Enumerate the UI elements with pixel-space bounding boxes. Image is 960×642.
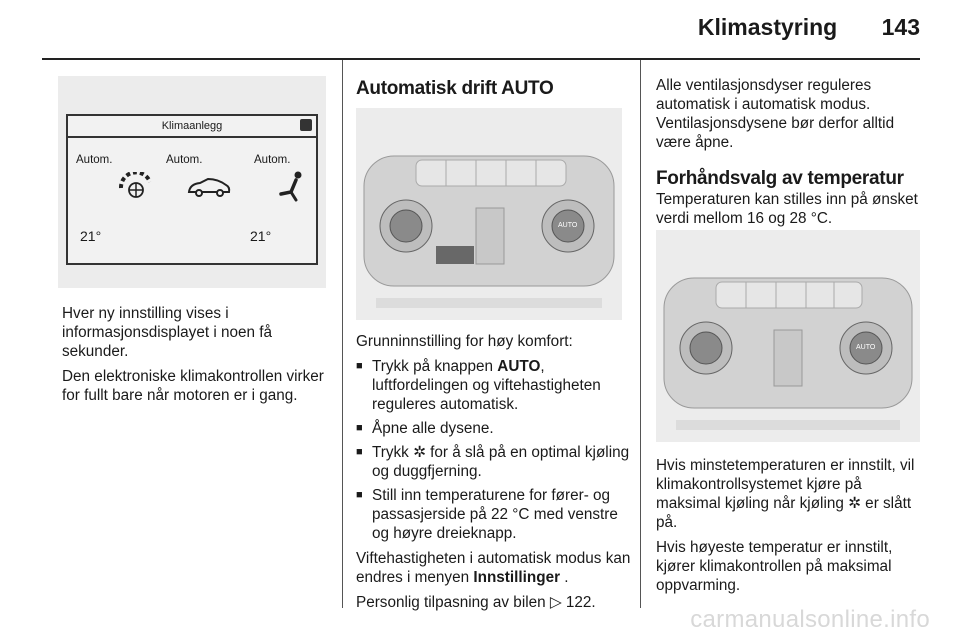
step-temperature: ■ Still inn temperaturene for fører- og passasjerside på 22 °C med venstre og høyre dreieknapp.	[356, 486, 632, 543]
page-header	[698, 14, 920, 41]
step-cooling: ■ Trykk ✲ for å slå på en optimal kjøling og duggfjerning.	[356, 443, 632, 481]
settings-icon	[300, 119, 312, 131]
personalization-paragraph: Personlig tilpasning av bilen ▷ 122.	[356, 594, 596, 611]
right-column-bottom	[656, 456, 930, 601]
min-temp-paragraph: Hvis minstetemperaturen er innstilt, vil klimakontrollsystemet kjøre på maksimal kjøling når kjøling ✲ er slått på.	[656, 457, 915, 531]
knob-auto-label: AUTO	[558, 222, 578, 229]
display-paragraph: Hver ny innstilling vises i informasjonsdisplayet i noen få sekunder.	[62, 305, 273, 360]
climate-display-figure	[58, 76, 326, 288]
autom-label-left: Autom.	[76, 154, 113, 166]
column-divider-2	[640, 60, 641, 608]
knob-auto-label-2: AUTO	[856, 344, 876, 351]
steps-list	[356, 357, 632, 543]
auto-mode-heading: Automatisk drift AUTO	[356, 78, 554, 99]
display-title-bar	[68, 116, 316, 138]
engine-paragraph: Den elektroniske klimakontrollen virker for fullt bare når motoren er i gang.	[62, 368, 324, 404]
page-number: 143	[881, 14, 920, 40]
right-column-top	[656, 76, 928, 234]
control-panel-figure-2	[656, 230, 920, 442]
seated-person-airflow-icon	[276, 170, 306, 202]
snowflake-icon: ✲	[848, 495, 861, 512]
middle-column-text	[356, 332, 632, 618]
info-display-screen	[66, 114, 318, 265]
temp-right-value: 21°	[250, 228, 272, 244]
fan-speed-icon	[116, 172, 152, 202]
temp-left-value: 21°	[80, 228, 102, 244]
step-vents: ■ Åpne alle dysene.	[356, 419, 632, 438]
autom-label-middle: Autom.	[166, 154, 203, 166]
left-column-text	[62, 304, 334, 411]
car-recirculation-icon	[186, 176, 232, 198]
column-divider-1	[342, 60, 343, 608]
intro-line: Grunninnstilling for høy komfort:	[356, 333, 573, 350]
temperature-range-paragraph: Temperaturen kan stilles inn på ønsket verdi mellom 16 og 28 °C.	[656, 191, 918, 227]
control-panel-figure-1	[356, 108, 622, 320]
max-temp-paragraph: Hvis høyeste temperatur er innstilt, kjører klimakontrollen på maksimal oppvarming.	[656, 539, 893, 594]
header-rule	[42, 58, 920, 60]
temperature-heading: Forhåndsvalg av temperatur	[656, 168, 904, 189]
page-reference-icon: ▷	[549, 594, 562, 611]
autom-label-right: Autom.	[254, 154, 291, 166]
section-title: Klimastyring	[697, 14, 838, 40]
step-auto: ■ Trykk på knappen AUTO, luftfordelingen og viftehastigheten reguleres automatisk.	[356, 357, 632, 414]
vents-paragraph: Alle ventilasjonsdyser reguleres automatisk i automatisk modus. Ventilasjonsdysene bør derfor alltid være åpne.	[656, 77, 895, 151]
watermark: carmanualsonline.info	[690, 606, 930, 633]
display-title: Klimaanlegg	[161, 120, 223, 132]
snowflake-icon: ✲	[413, 444, 426, 461]
fan-speed-paragraph: Viftehastigheten i automatisk modus kan endres i menyen Innstillinger .	[356, 550, 631, 586]
middle-heading-block	[356, 78, 628, 100]
control-panel-illustration-2	[656, 230, 920, 442]
control-panel-illustration	[356, 108, 622, 320]
